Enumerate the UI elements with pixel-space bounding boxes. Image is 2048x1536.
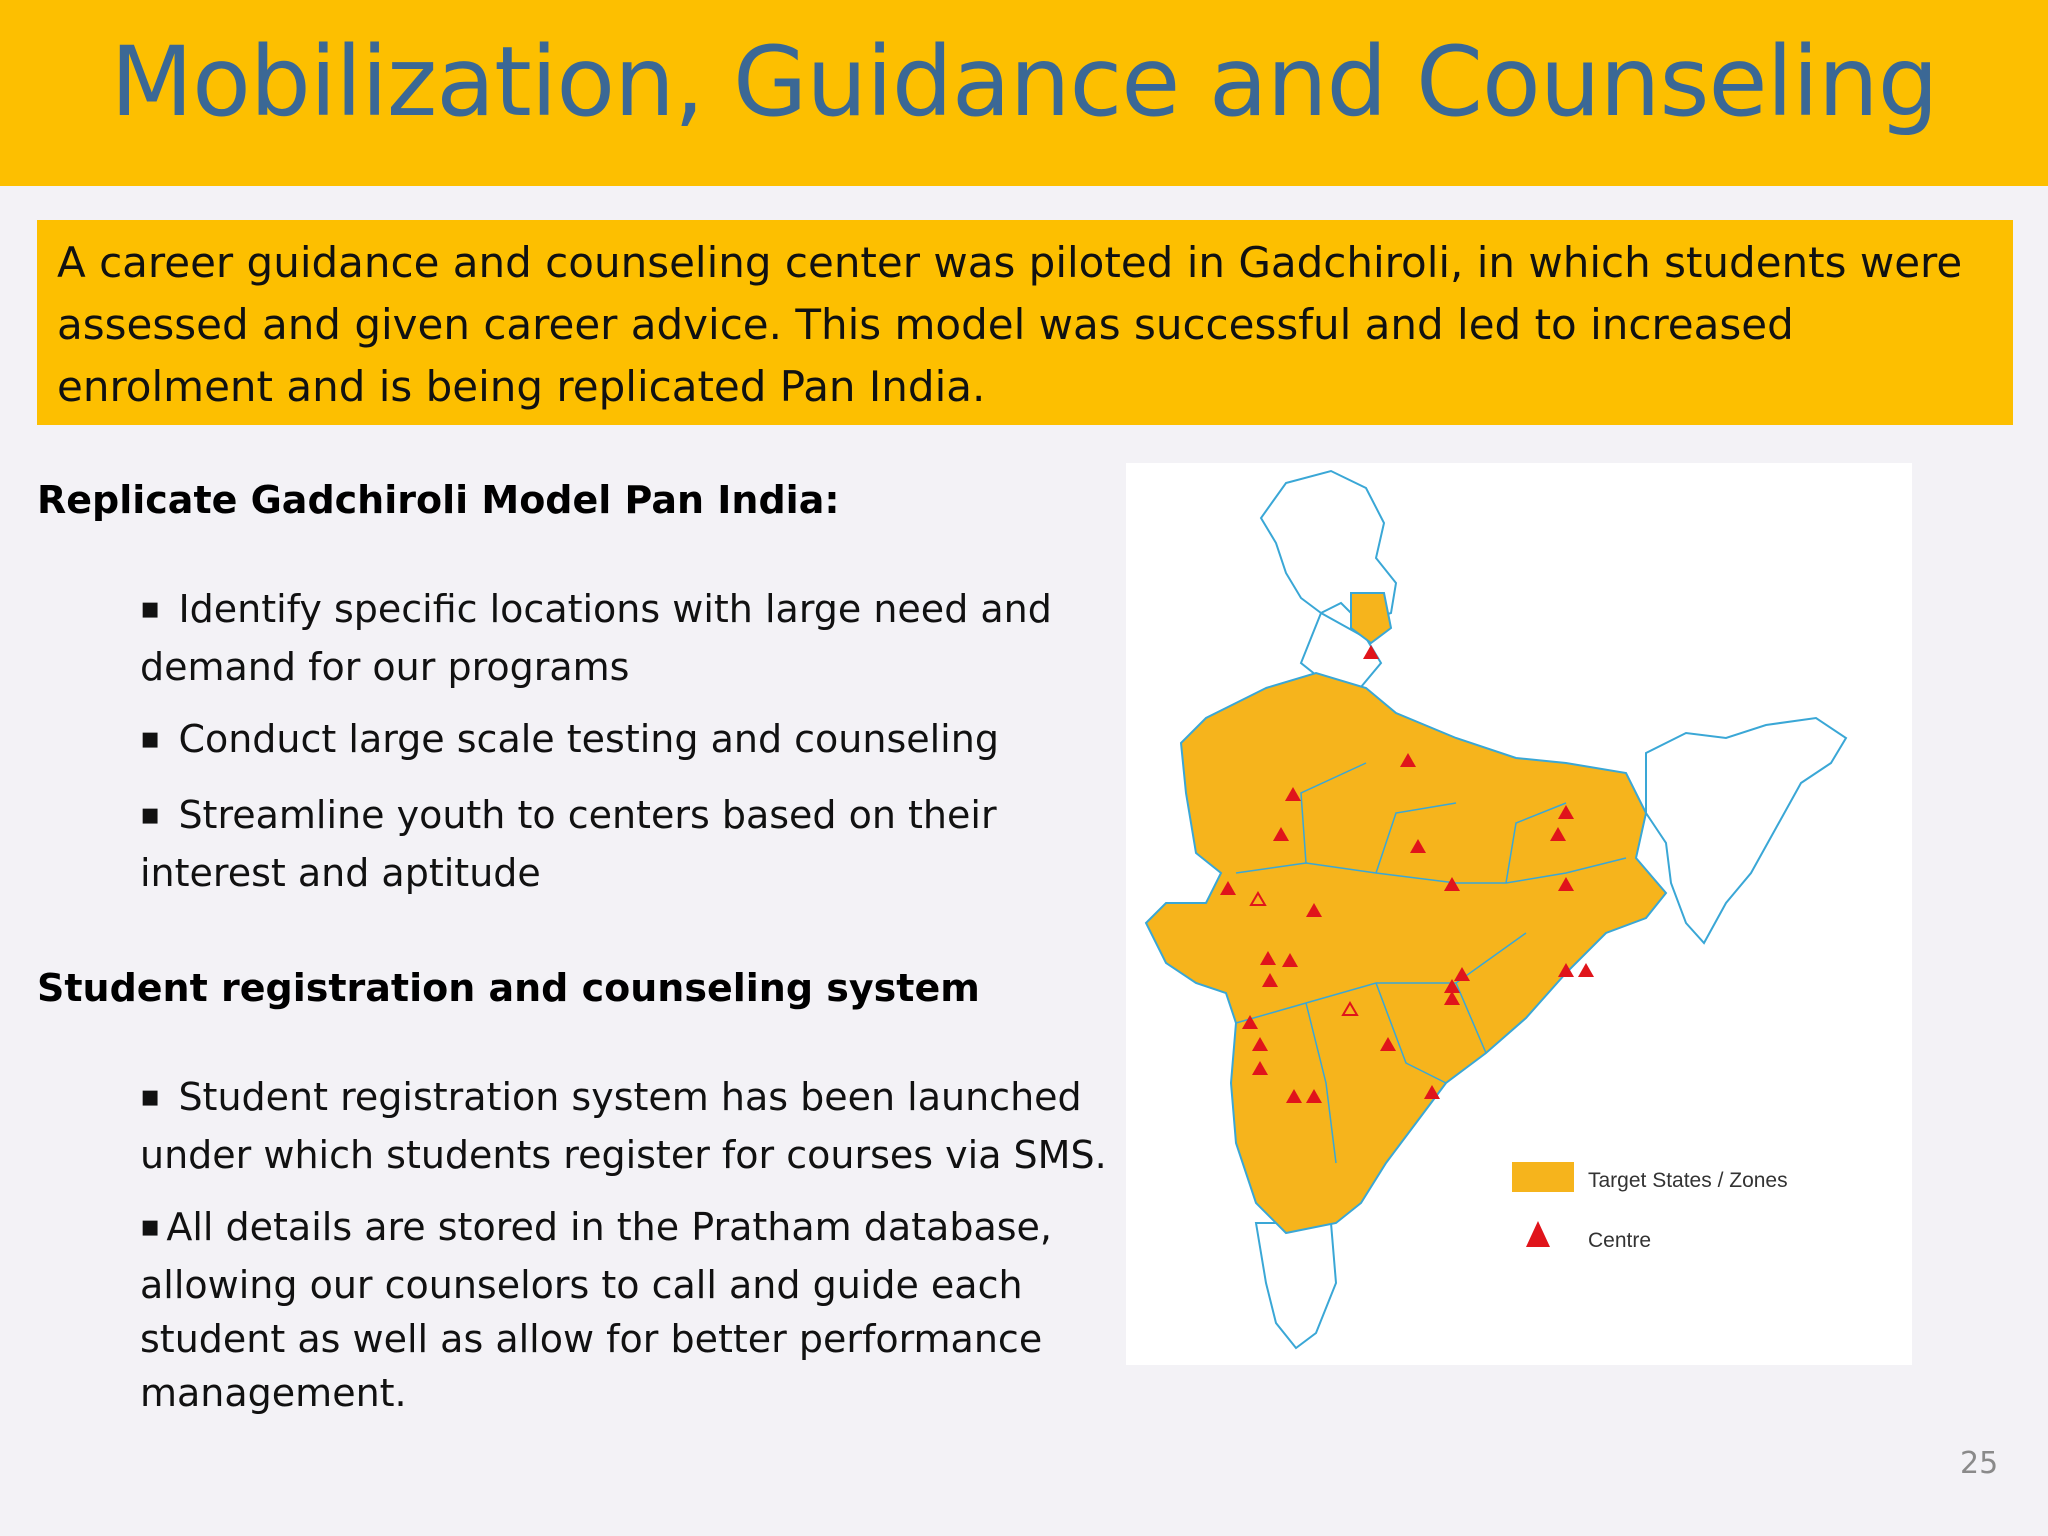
bullet-mark: ▪ [140,721,161,756]
intro-box [37,220,2013,425]
intro-text: A career guidance and counseling center was piloted in Gadchiroli, in which students were assessed and given career advice. This model was successful and led to increased enrolment and is being replicated Pan India. [57,238,1963,411]
section1-bullets [140,582,1140,918]
bullet-mark: ▪ [140,1079,161,1114]
section2-bullets [140,1070,1140,1438]
bullet-item [140,582,1140,694]
bullet-text: Identify specific locations with large need and demand for our programs [140,587,1052,689]
slide-title: Mobilization, Guidance and Counseling [110,26,1938,138]
page-number: 25 [1960,1446,1999,1481]
bullet-text: All details are stored in the Pratham database, allowing our counselors to call and guide each student as well as allow for better performance management. [140,1205,1052,1415]
map-legend [1512,1162,1788,1252]
india-map-panel [1126,463,1912,1365]
map-south-tip [1256,1223,1336,1348]
bullet-mark: ▪ [140,797,161,832]
india-map [1126,463,1912,1365]
bullet-item [140,712,1140,770]
bullet-mark: ▪ [140,1209,161,1244]
bullet-text: Conduct large scale testing and counseling [178,717,999,761]
bullet-item [140,1070,1140,1182]
centre-marker [1578,963,1594,977]
section2-heading: Student registration and counseling system [37,966,980,1010]
legend-target-label: Target States / Zones [1588,1169,1788,1192]
bullet-text: Streamline youth to centers based on their interest and aptitude [140,793,997,895]
bullet-item [140,788,1140,900]
legend-centre-label: Centre [1588,1229,1652,1252]
bullet-item [140,1200,1140,1420]
map-northeast-region [1646,718,1846,943]
legend-target-swatch [1512,1162,1574,1192]
bullet-mark: ▪ [140,591,161,626]
section1-heading: Replicate Gadchiroli Model Pan India: [37,478,840,522]
bullet-text: Student registration system has been launched under which students register for courses via SMS. [140,1075,1107,1177]
legend-centre-swatch [1526,1221,1550,1247]
